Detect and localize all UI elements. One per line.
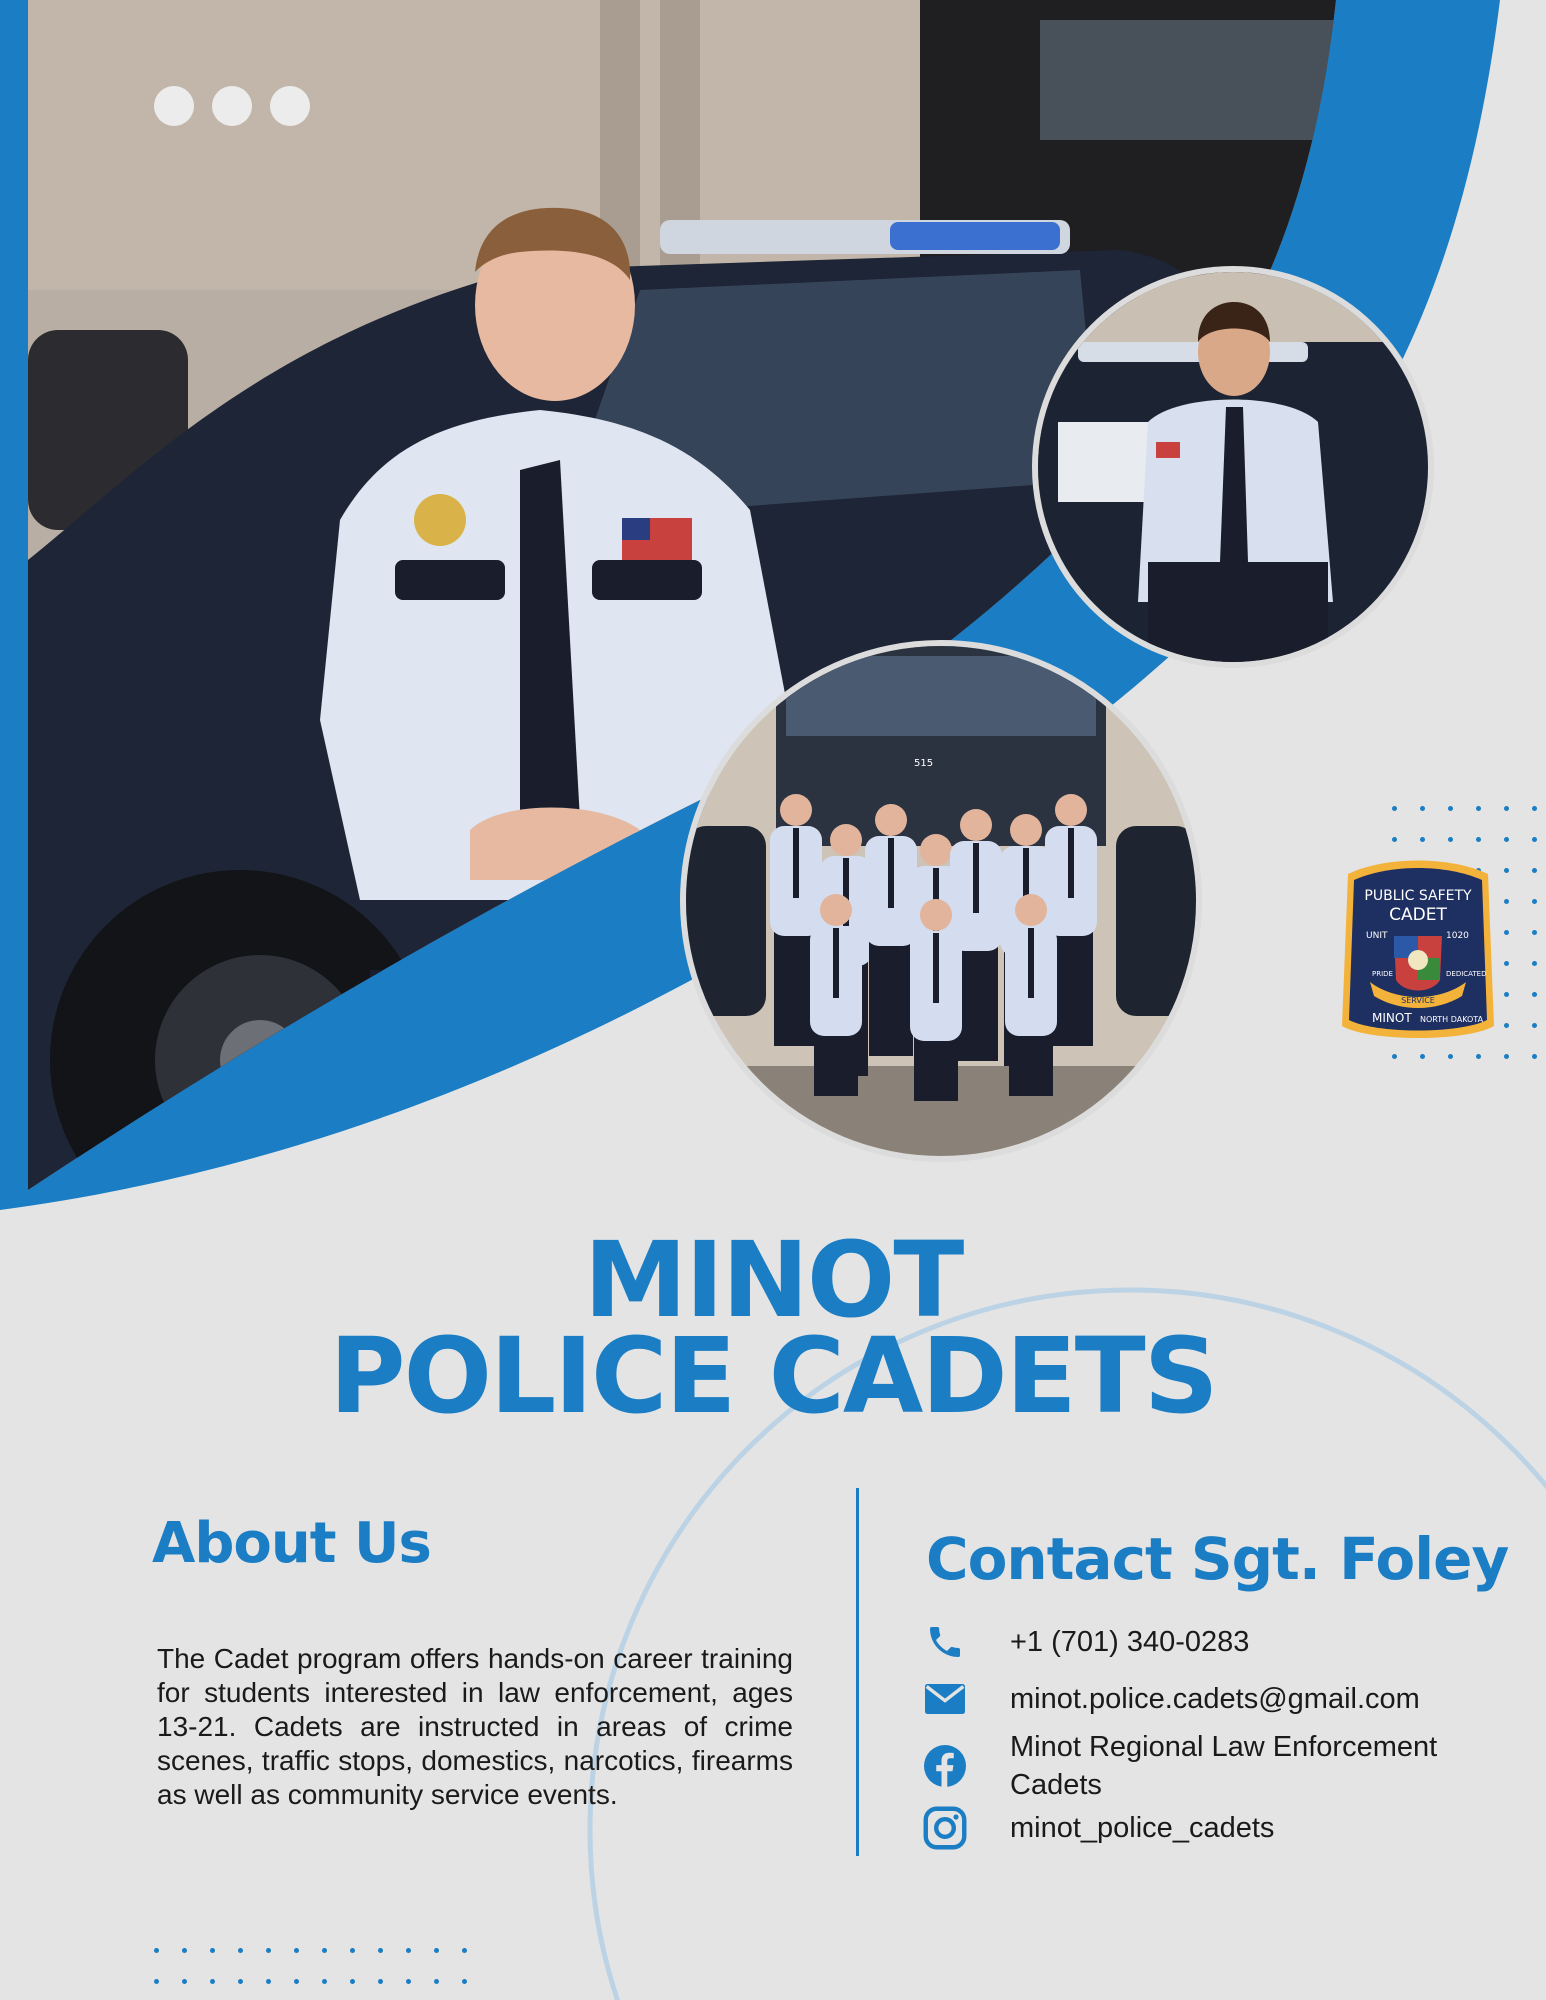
cadet-figure-pants <box>914 1031 958 1101</box>
decorative-dot <box>1532 961 1537 966</box>
decorative-dot <box>1504 1023 1509 1028</box>
decorative-dot <box>1448 837 1453 842</box>
decorative-dot <box>1532 930 1537 935</box>
decorative-dot <box>1448 806 1453 811</box>
decorative-dot <box>1532 868 1537 873</box>
cadet-figure-pants <box>869 936 913 1056</box>
decorative-dot <box>210 1948 215 1953</box>
cadet-figure-tie <box>933 933 939 1003</box>
cadet-figure-head <box>960 809 992 841</box>
cadet-figure-head <box>830 824 862 856</box>
contact-email[interactable]: minot.police.cadets@gmail.com <box>1010 1683 1420 1715</box>
about-body: The Cadet program offers hands-on career training for students interested in law enforcement, ages 13-21. Cadets are instructed in areas of crime scenes, traffic stops, domestics, narcotics, firearms as well as community service events. <box>157 1643 793 1810</box>
ellipsis-icon <box>154 86 310 126</box>
badge-ribbon-left: PRIDE <box>1372 970 1393 978</box>
contact-phone-row[interactable] <box>920 1622 1249 1662</box>
cadet-group-photo <box>680 640 1202 1162</box>
column-divider <box>856 1488 859 1856</box>
badge-state: NORTH DAKOTA <box>1420 1015 1484 1024</box>
decorative-dot <box>1532 899 1537 904</box>
decorative-dot <box>378 1979 383 1984</box>
decorative-dot <box>1504 992 1509 997</box>
decorative-dot <box>1392 806 1397 811</box>
decorative-dot <box>182 1948 187 1953</box>
contact-instagram[interactable]: minot_police_cadets <box>1010 1812 1275 1844</box>
decorative-dot <box>1420 806 1425 811</box>
cadet-figure-head <box>1055 794 1087 826</box>
decorative-dot <box>322 1979 327 1984</box>
decorative-dot <box>406 1979 411 1984</box>
decorative-dot <box>462 1979 467 1984</box>
ellipsis-dot <box>212 86 252 126</box>
cadet-figure-head <box>820 894 852 926</box>
decorative-dot <box>266 1948 271 1953</box>
cadet-figure-tie <box>888 838 894 908</box>
badge-top-text: PUBLIC SAFETY <box>1364 888 1472 904</box>
decorative-dot <box>238 1979 243 1984</box>
decorative-dot <box>1504 837 1509 842</box>
contact-phone[interactable]: +1 (701) 340-0283 <box>1010 1626 1250 1658</box>
decorative-dot <box>350 1948 355 1953</box>
decorative-dot <box>1532 806 1537 811</box>
contact-facebook-line-2: Cadets <box>1010 1769 1102 1801</box>
cadet-figure-tie <box>1028 928 1034 998</box>
contact-email-row[interactable] <box>920 1680 1420 1718</box>
cadet-figure-head <box>780 794 812 826</box>
cadet-figure-tie <box>833 928 839 998</box>
decorative-dot <box>1532 1023 1537 1028</box>
envelope-icon <box>920 1684 970 1714</box>
ellipsis-dot <box>270 86 310 126</box>
decorative-dot <box>154 1979 159 1984</box>
decorative-dot <box>350 1979 355 1984</box>
decorative-dot <box>1420 1054 1425 1059</box>
ellipsis-dot <box>154 86 194 126</box>
decorative-dot <box>1504 868 1509 873</box>
cadet-figure-head <box>1010 814 1042 846</box>
decorative-dot <box>462 1948 467 1953</box>
badge-unit-number: 1020 <box>1446 931 1469 941</box>
contact-heading: Contact Sgt. Foley <box>926 1525 1509 1593</box>
decorative-dot <box>1504 899 1509 904</box>
decorative-dot <box>406 1948 411 1953</box>
decorative-dot <box>1476 806 1481 811</box>
badge-city: MINOT <box>1372 1011 1412 1025</box>
decorative-dot <box>1420 837 1425 842</box>
decorative-dot <box>266 1979 271 1984</box>
cadet-figure-tie <box>973 843 979 913</box>
badge-title: CADET <box>1389 905 1447 925</box>
contact-facebook[interactable] <box>1010 1728 1437 1804</box>
decorative-dot <box>1532 837 1537 842</box>
decorative-dot <box>1476 1054 1481 1059</box>
phone-icon <box>920 1622 970 1662</box>
contact-facebook-line-1: Minot Regional Law Enforcement <box>1010 1731 1438 1763</box>
decorative-dot <box>154 1948 159 1953</box>
dot-grid-bottom <box>154 1948 467 1984</box>
cadet-figure-head <box>920 899 952 931</box>
facebook-icon <box>920 1745 970 1787</box>
page-title-line-1: MINOT <box>583 1219 963 1341</box>
decorative-dot <box>322 1948 327 1953</box>
about-heading: About Us <box>152 1511 431 1576</box>
decorative-dot <box>1448 1054 1453 1059</box>
decorative-dot <box>1392 1054 1397 1059</box>
decorative-dot <box>1504 961 1509 966</box>
decorative-dot <box>1504 930 1509 935</box>
contact-instagram-row[interactable] <box>920 1806 1274 1850</box>
decorative-dot <box>210 1979 215 1984</box>
decorative-dot <box>294 1948 299 1953</box>
decorative-dot <box>434 1979 439 1984</box>
cadet-figure-head <box>1015 894 1047 926</box>
cadet-portrait-photo <box>1032 266 1434 668</box>
decorative-dot <box>434 1948 439 1953</box>
cadet-badge-logo <box>1336 856 1500 1054</box>
decorative-dot <box>1392 837 1397 842</box>
decorative-dot <box>182 1979 187 1984</box>
badge-unit-label: UNIT <box>1366 931 1388 941</box>
decorative-dot <box>1532 1054 1537 1059</box>
page-title-line-2: POLICE CADETS <box>329 1315 1217 1437</box>
decorative-dot <box>294 1979 299 1984</box>
contact-facebook-row[interactable] <box>920 1728 1437 1804</box>
decorative-dot <box>1504 806 1509 811</box>
badge-ribbon-center: SERVICE <box>1401 996 1435 1005</box>
cadet-figure-head <box>875 804 907 836</box>
decorative-dot <box>1504 1054 1509 1059</box>
cadet-figure-tie <box>793 828 799 898</box>
instagram-icon <box>920 1806 970 1850</box>
decorative-dot <box>1532 992 1537 997</box>
cadet-figure-tie <box>1068 828 1074 898</box>
decorative-dot <box>1476 837 1481 842</box>
cadet-figure-pants <box>1009 1026 1053 1096</box>
building-number: 515 <box>914 758 934 769</box>
cadet-figure-pants <box>814 1026 858 1096</box>
decorative-dot <box>238 1948 243 1953</box>
decorative-dot <box>378 1948 383 1953</box>
badge-ribbon-right: DEDICATED <box>1446 970 1487 978</box>
cadet-figure-head <box>920 834 952 866</box>
